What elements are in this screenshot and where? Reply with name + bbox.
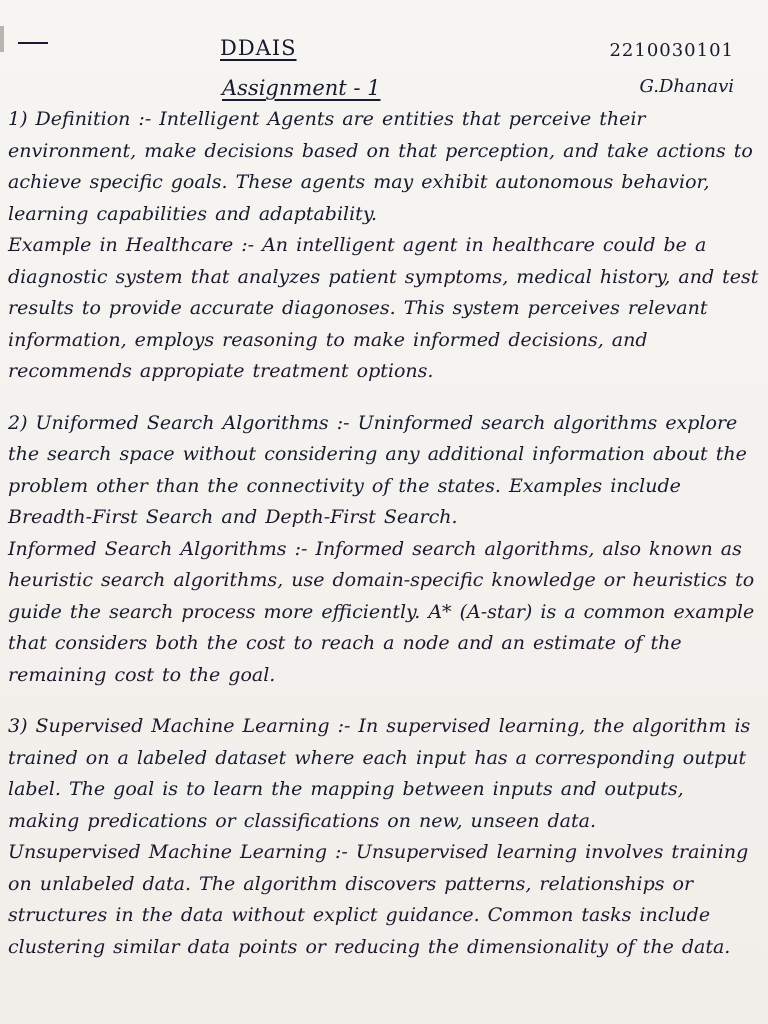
answers-body xyxy=(8,104,760,963)
section-gap xyxy=(8,388,760,408)
answer-2-informed: Informed Search Algorithms :- Informed search algorithms, also known as heuristic search algorithms, use domain-specific knowledge or heuristics to guide the search process more efficiently. A* (A-star) is a common example that considers both the cost to reach a node and an estimate of the remaining cost to the goal. xyxy=(8,537,755,686)
top-margin-rule xyxy=(18,42,48,44)
page-edge-mark xyxy=(0,26,4,52)
roll-number: 2210030101 xyxy=(609,40,734,61)
answer-2-uninformed: 2) Uniformed Search Algorithms :- Uninformed search algorithms explore the search space without considering any additional information about the problem other than the connectivity of the states. Examples include Breadth-First Search and Depth-First Search. xyxy=(8,411,747,528)
assignment-title: Assignment - 1 xyxy=(222,76,381,100)
answer-3-supervised: 3) Supervised Machine Learning :- In supervised learning, the algorithm is trained on a labeled dataset where each input has a corresponding output label. The goal is to learn the mapping between inputs and outputs, making predications or classifications on new, unseen data. xyxy=(8,715,751,832)
section-gap xyxy=(8,691,760,711)
student-name: G.Dhanavi xyxy=(639,76,734,97)
answer-1-example: Example in Healthcare :- An intelligent agent in healthcare could be a diagnostic system that analyzes patient symptoms, medical history, and test results to provide accurate diagonoses. This system perceives relevant information, employs reasoning to make informed decisions, and recommends appropiate treatment options. xyxy=(8,234,759,382)
answer-1-definition: 1) Definition :- Intelligent Agents are entities that perceive their environment, make decisions based on that perception, and take actions to achieve specific goals. These agents may exhibit autonomous behavior, learning capabilities and adaptability. xyxy=(8,108,753,225)
course-title: DDAIS xyxy=(220,36,297,60)
answer-3-unsupervised: Unsupervised Machine Learning :- Unsupervised learning involves training on unlabeled data. The algorithm discovers patterns, relationships or structures in the data without explict guidance. Common tasks include clustering similar data points or reducing the dimensionality of the data. xyxy=(8,841,749,958)
